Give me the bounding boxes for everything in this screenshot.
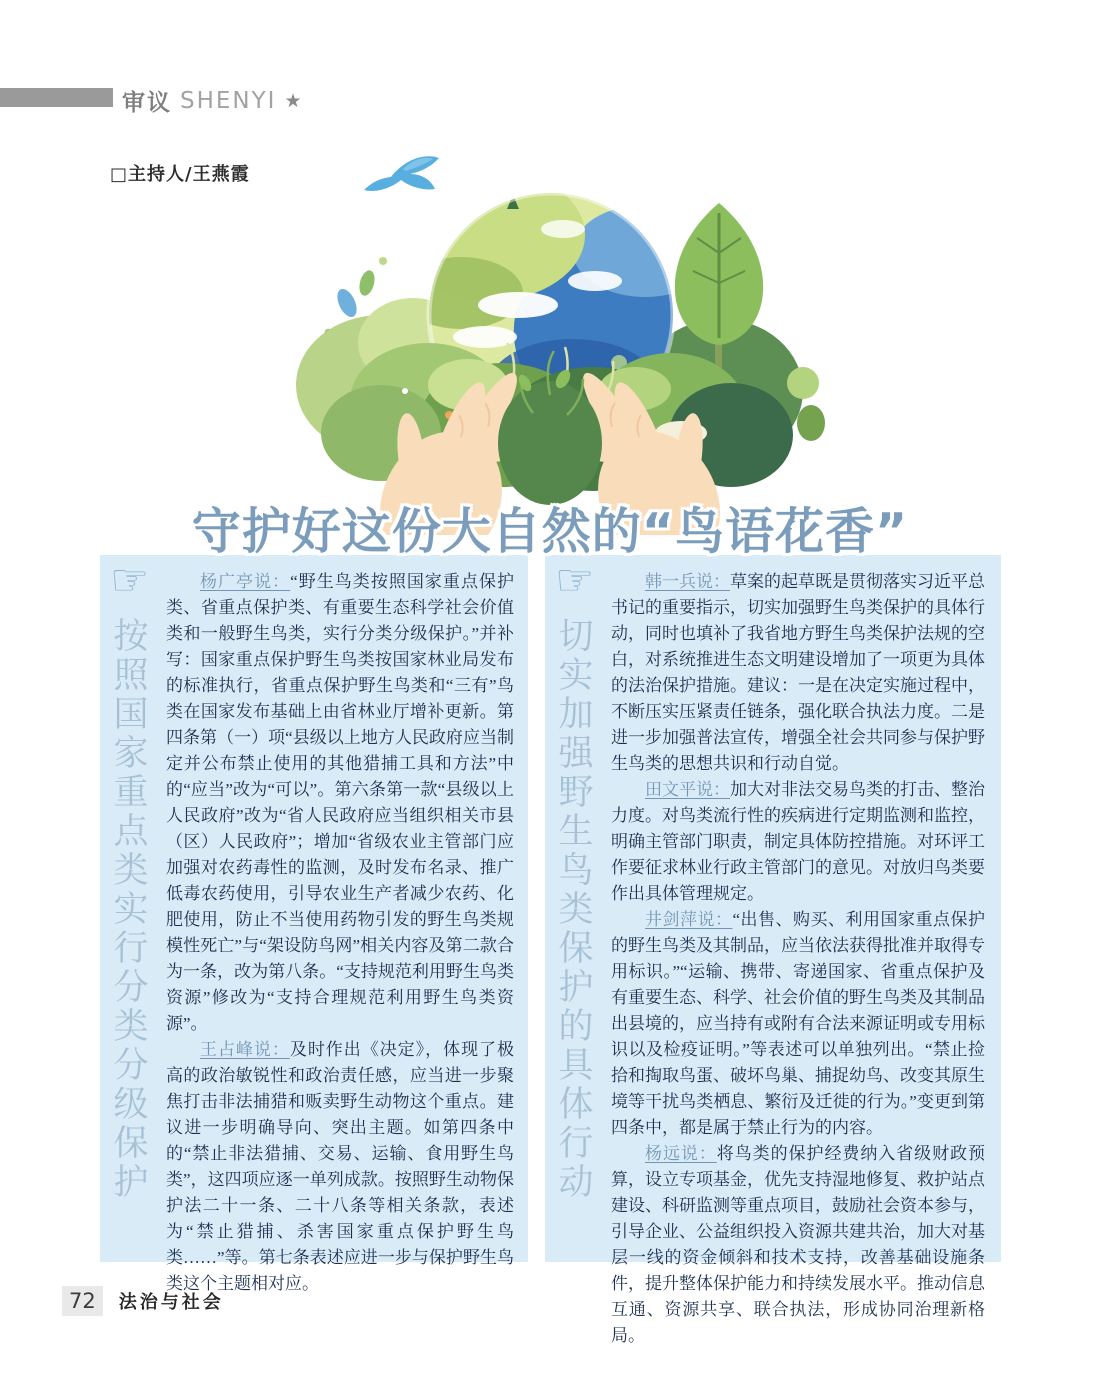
speech-paragraph xyxy=(611,907,985,1141)
speech-paragraph xyxy=(166,1037,514,1297)
speaker-name: 井剑萍说： xyxy=(645,910,733,929)
column-headline-left: 按照国家重点类实行分类分级保护 xyxy=(108,617,148,1202)
earth-in-hands-illustration xyxy=(263,133,837,535)
pointing-hand-icon: ☞ xyxy=(110,555,150,606)
star-icon: ★ xyxy=(284,89,302,112)
column-left xyxy=(100,555,528,1293)
speaker-name: 王占峰说： xyxy=(200,1040,290,1059)
speaker-name: 杨广亭说： xyxy=(200,572,291,591)
section-header xyxy=(122,84,302,117)
page-number: 72 xyxy=(62,1286,103,1316)
speech-text: “野生鸟类按照国家重点保护类、省重点保护类、有重要生态科学社会价值类和一般野生鸟类，实行分类分级保护。”并补写：国家重点保护野生鸟类按国家林业局发布的标准执行，省重点保护野生鸟类和“三有”鸟类在国家发布基础上由省林业厅增补更新。第四条第（一）项“县级以上地方人民政府应当制定并公布禁止使用的其他猎捕工具和方法”中的“应当”改为“可以”。第六条第一款“县级以上人民政府”改为“省人民政府应当组织相关市县（区）人民政府”；增加“省级农业主管部门应加强对农药毒性的监测，及时发布名录、推广低毒农药使用，引导农业生产者减少农药、化肥使用，防止不当使用药物引发的野生鸟类规模性死亡”与“架设防鸟网”相关内容及第二款合为一条，改为第八条。“支持规范利用野生鸟类资源”修改为“支持合理规范利用野生鸟类资源”。 xyxy=(166,572,515,1033)
moderator-byline: □主持人/王燕霞 xyxy=(110,164,250,185)
speech-text: 及时作出《决定》，体现了极高的政治敏锐性和政治责任感，应当进一步聚焦打击非法捕猎和贩卖野生动物这个重点。建议进一步明确导向、突出主题。如第四条中的“禁止非法猎捕、交易、运输、食用野生鸟类”，这四项应逐一单列成款。按照野生动物保护法二十一条、二十八条等相关条款，表述为“禁止猎捕、杀害国家重点保护野生鸟类……”等。第七条表述应进一步与保护野生鸟类这个主题相对应。 xyxy=(166,1040,515,1293)
bird-icon xyxy=(364,156,439,191)
speech-text: 草案的起草既是贯彻落实习近平总书记的重要指示，切实加强野生鸟类保护的具体行动，同时也填补了我省地方野生鸟类保护法规的空白，对系统推进生态文明建设增加了一项更为具体的法治保护措施。建议：一是在决定实施过程中，不断压实压紧责任链条，强化联合执法力度。二是进一步加强普法宣传，增强全社会共同参与保护野生鸟类的思想共识和行动自觉。 xyxy=(611,572,985,773)
article-title: 守护好这份大自然的“鸟语花香” xyxy=(191,502,909,560)
section-title: 审议 xyxy=(122,90,172,116)
section-bar xyxy=(0,88,113,107)
speech-text: 加大对非法交易鸟类的打击、整治力度。对鸟类流行性的疾病进行定期监测和监控，明确主管部门职责，制定具体防控措施。对环评工作要征求林业行政主管部门的意见。对放归鸟类要作出具体管理规定。 xyxy=(611,780,985,903)
magazine-title: 法治与社会 xyxy=(118,1292,224,1313)
section-title-pinyin: SHENYI xyxy=(180,87,277,114)
speech-paragraph xyxy=(611,777,985,907)
column-headline-right: 切实加强野生鸟类保护的具体行动 xyxy=(553,617,593,1202)
column-right-text xyxy=(611,569,985,1349)
speaker-name: 田文平说： xyxy=(645,780,730,799)
speech-paragraph xyxy=(611,1141,985,1349)
pointing-hand-icon: ☞ xyxy=(555,555,595,606)
speech-paragraph xyxy=(611,569,985,777)
speaker-name: 韩一兵说： xyxy=(645,572,730,591)
speaker-name: 杨远说： xyxy=(645,1144,717,1163)
speech-text: 将鸟类的保护经费纳入省级财政预算，设立专项基金，优先支持湿地修复、救护站点建设、科研监测等重点项目，鼓励社会资本参与，引导企业、公益组织投入资源共建共治，加大对基层一线的资金倾斜和技术支持，改善基础设施条件，提升整体保护能力和持续发展水平。推动信息互通、资源共享、联合执法，形成协同治理新格局。 xyxy=(611,1144,986,1345)
column-right xyxy=(545,555,1001,1345)
speech-text: “出售、购买、利用国家重点保护的野生鸟类及其制品，应当依法获得批准并取得专用标识。”“运输、携带、寄递国家、省重点保护及有重要生态、科学、社会价值的野生鸟类及其制品出县境的，应当持有或附有合法来源证明或专用标识以及检疫证明。”等表述可以单独列出。“禁止捡拾和掏取鸟蛋、破坏鸟巢、捕捉幼鸟、改变其原生境等干扰鸟类栖息、繁衍及迁徙的行为。”变更到第四条中，都是属于禁止行为的内容。 xyxy=(611,910,986,1137)
column-left-text xyxy=(166,569,514,1297)
speech-paragraph xyxy=(166,569,514,1037)
